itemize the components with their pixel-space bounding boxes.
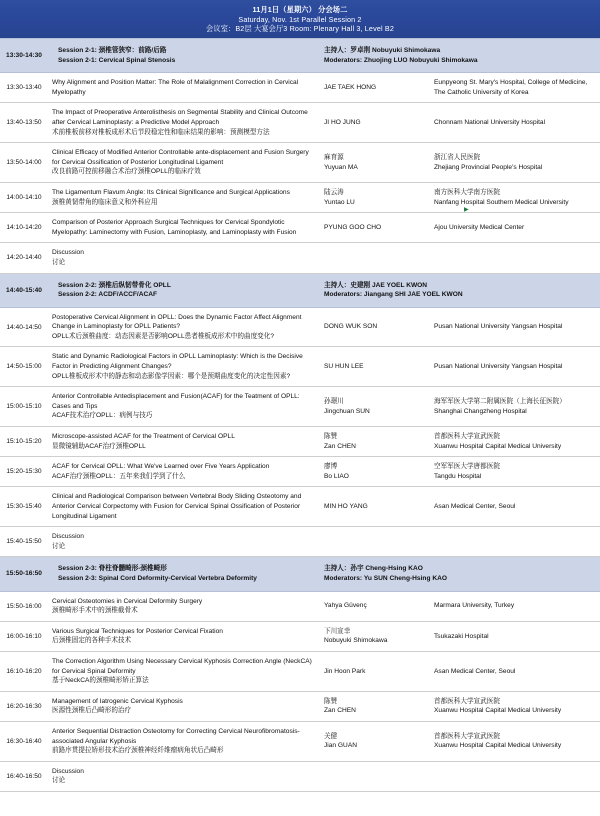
table-row [0,427,600,457]
affiliation [430,213,600,243]
speaker-name-line: MIN HO YANG [324,503,368,510]
speaker-name [320,761,430,791]
talk-title-line: 基于NeckCA的颈椎畸形矫正算法 [52,677,149,685]
row-time: 13:30-13:40 [6,84,42,92]
row-time: 15:50-16:00 [6,602,42,610]
speaker-name-line: Bo LIAO [324,472,349,480]
row-time: 16:30-16:40 [6,737,42,745]
talk-title-line: ACAF治疗颈椎OPLL：五年来我们学到了什么 [52,472,186,480]
affiliation [430,621,600,651]
session-title-line: Session 2-3: 脊柱脊髓畸形-颈椎畸形 [58,565,167,573]
talk-title-line: Why Alignment and Position Matter: The Role of Malalignment Correction in Cervical Myelopathy [52,79,299,96]
session-moderator-line: 主持人：史建刚 JAE YOEL KWON [324,281,428,289]
table-row [0,213,600,243]
speaker-name-line: Yahya Güvenç [324,602,367,610]
speaker-name-line: PYUNG GOO CHO [324,223,382,231]
table-row [0,721,600,761]
talk-title [48,213,320,243]
session-title [48,273,320,307]
speaker-name-line: JAE TAEK HONG [324,83,377,91]
talk-title [48,591,320,621]
affiliation [430,691,600,721]
session-moderator-line: 主持人：孙宇 Cheng-Hsing KAO [324,565,423,573]
row-time: 15:20-15:30 [6,468,42,476]
talk-title-line: 颈椎黄韧带角的临床意义和外科应用 [52,198,158,206]
talk-title-line: ACAF for Cervical OPLL: What We've Learned over Five Years Application [52,463,270,471]
talk-title [48,457,320,487]
row-time: 13:30-14:30 [6,52,42,60]
speaker-name [320,73,430,103]
talk-title-line: Discussion [52,767,84,775]
affiliation [430,182,600,212]
talk-title-line: OPLL术后颈椎曲度：动态因素是否影响OPLL患者椎板成形术中的曲度变化? [52,332,275,340]
speaker-name-line: JI HO JUNG [324,118,361,126]
talk-title-line: OPLL椎板成形术中的静态和动态影像学因素：哪个是预期曲度变化的决定性因素? [52,372,291,380]
affiliation-line: Chonnam National University Hospital [434,118,546,126]
talk-title [48,621,320,651]
talk-title-line: The Impact of Preoperative Anterolisthesis on Segmental Stability and Clinical Outcome after Cervical Laminoplasty: a Predictive Model Approach [52,109,308,126]
table-row [0,691,600,721]
affiliation-line: Asan Medical Center, Seoul [434,503,516,510]
table-row [0,651,600,691]
talk-title [48,651,320,691]
row-time: 14:40-14:50 [6,323,42,331]
speaker-name [320,721,430,761]
table-row [0,591,600,621]
speaker-name-line: Jingchuan SUN [324,407,370,415]
affiliation-line: Eunpyeong St. Mary's Hospital, College of Medicine, The Catholic University of Korea [434,79,588,96]
affiliation [430,73,600,103]
talk-title-line: Microscope-assisted ACAF for the Treatment of Cervical OPLL [52,433,235,441]
speaker-name-line: Jian GUAN [324,742,357,750]
talk-title [48,387,320,427]
session-moderators [320,273,600,307]
speaker-name-line: Nobuyuki Shimokawa [324,637,388,645]
table-row [0,761,600,791]
speaker-name-line: Zan CHEN [324,707,356,715]
affiliation-line: Marmara University, Turkey [434,602,515,610]
session-moderator-line: Moderators: Yu SUN Cheng-Hsing KAO [324,574,447,582]
table-row [0,73,600,103]
affiliation-line: Xuanwu Hospital Capital Medical University [434,707,562,715]
banner-date-line: 11月1日（星期六） 分会场二 [252,5,348,14]
speaker-name-line: DONG WUK SON [324,323,378,331]
talk-title-line: Static and Dynamic Radiological Factors in OPLL Laminoplasty: Which is the Decisive Factor in Predicting Alignment Changes? [52,353,303,371]
affiliation-line: Asan Medical Center, Seoul [434,667,516,675]
banner-room-line: 会议室：B2层 大宴会厅3 Room: Plenary Hall 3, Level B2 [206,24,394,34]
affiliation-line: Xuanwu Hospital Capital Medical University [434,742,562,750]
speaker-name-line: 陆云涛 [324,188,344,196]
talk-title-line: Various Surgical Techniques for Posterior Cervical Fixation [52,627,223,635]
row-time: 15:50-16:50 [6,570,42,578]
talk-title-line: 讨论 [52,777,66,785]
talk-title-line: Management of Iatrogenic Cervical Kyphosis [52,697,183,705]
talk-title [48,103,320,143]
talk-title-line: 医源性颈椎后凸畸形的治疗 [52,707,132,715]
table-row [0,527,600,557]
table-row [0,457,600,487]
affiliation-line: 浙江省人民医院 [434,153,481,161]
speaker-name [320,527,430,557]
talk-title-line: 前路序贯提拉矫形技术治疗颈椎神经纤维瘤病角状后凸畸形 [52,747,224,755]
table-row [0,487,600,527]
talk-title-line: Cervical Osteotomies in Cervical Deformity Surgery [52,597,203,605]
row-time: 15:10-15:20 [6,438,42,446]
speaker-name [320,103,430,143]
conference-banner [0,0,600,38]
affiliation [430,347,600,387]
session-title [48,557,320,591]
affiliation-line: Pusan National University Yangsan Hospital [434,363,563,371]
session-title [48,39,320,73]
talk-title [48,761,320,791]
row-time: 14:20-14:40 [6,254,42,262]
talk-title-line: 颈椎畸形手术中的颈椎截骨术 [52,607,138,615]
speaker-name [320,243,430,273]
affiliation-line: Pusan National University Yangsan Hospital [434,323,563,331]
row-time: 13:50-14:00 [6,159,42,167]
speaker-name [320,307,430,347]
affiliation [430,591,600,621]
speaker-name-line: Jin Hoon Park [324,667,366,675]
talk-title-line: 术前椎板前移对椎板成形术后节段稳定性和临床结果的影响：预测模型方法 [52,128,270,136]
affiliation-line: Shanghai Changzheng Hospital [434,407,527,415]
session-title-line: Session 2-1: Cervical Spinal Stenosis [58,56,176,64]
row-time: 14:40-15:40 [6,286,42,294]
talk-title [48,427,320,457]
affiliation-line: Ajou University Medical Center [434,223,525,231]
talk-title [48,527,320,557]
row-time: 14:50-15:00 [6,363,42,371]
session-moderators [320,39,600,73]
affiliation [430,651,600,691]
schedule-body [0,39,600,792]
speaker-name-line: 孙璟川 [324,398,344,406]
table-row [0,387,600,427]
row-time: 15:00-15:10 [6,403,42,411]
speaker-name [320,143,430,183]
affiliation-line: 首都医科大学宣武医院 [434,697,500,705]
speaker-name [320,427,430,457]
session-header-row [0,39,600,73]
affiliation [430,387,600,427]
session-moderators [320,557,600,591]
affiliation [430,761,600,791]
session-header-row [0,273,600,307]
session-header-row [0,557,600,591]
talk-title [48,143,320,183]
talk-title [48,691,320,721]
schedule-table [0,38,600,792]
speaker-name [320,487,430,527]
speaker-name [320,691,430,721]
table-row [0,347,600,387]
affiliation-line: 首都医科大学宣武医院 [434,433,500,441]
talk-title-line: Anterior Sequential Distraction Osteotomy for Correcting Cervical Neurofibromatosis-associated Angular Kyphosis [52,727,300,745]
row-time: 16:00-16:10 [6,632,42,640]
speaker-name-line: 陈赞 [324,697,338,705]
affiliation [430,457,600,487]
row-time: 16:40-16:50 [6,772,42,780]
talk-title-line: Comparison of Posterior Approach Surgical Techniques for Cervical Spondylotic Myelopathy: Laminectomy with Fusion, Laminoplasty, and Laminoplasty with Fusion [52,219,297,236]
speaker-name [320,621,430,651]
speaker-name-line: 陈赞 [324,433,338,441]
session-title-line: Session 2-3: Spinal Cord Deformity-Cervical Vertebra Deformity [58,574,257,582]
speaker-name-line: Zan CHEN [324,442,356,450]
affiliation-line: Zhejiang Provincial People's Hospital [434,163,543,171]
row-time: 15:30-15:40 [6,503,42,511]
row-time: 13:40-13:50 [6,119,42,127]
affiliation [430,143,600,183]
speaker-name-line: SU HUN LEE [324,363,364,371]
row-time: 16:20-16:30 [6,702,42,710]
banner-session-line: Saturday, Nov. 1st Parallel Session 2 [238,14,362,24]
affiliation-line: 海军军医大学第二附属医院（上海长征医院） [434,398,566,406]
talk-title-line: Clinical and Radiological Comparison between Vertebral Body Sliding Osteotomy and Anterior Cervical Corpectomy with Fusion for Cervical Spinal Ossification of Posterior Longitudinal Ligament [52,493,302,520]
row-time: 16:10-16:20 [6,667,42,675]
affiliation [430,427,600,457]
session-title-line: Session 2-2: ACDF/ACCF/ACAF [58,291,158,299]
affiliation-line: Tangdu Hospital [434,472,482,480]
talk-title-line: Postoperative Cervical Alignment in OPLL: Does the Dynamic Factor Affect Alignment Change in Laminoplasty for OPLL Patients? [52,313,302,331]
talk-title [48,73,320,103]
table-row [0,182,600,212]
speaker-name-line: 下川宣幸 [324,627,351,635]
talk-title-line: Clinical Efficacy of Modified Anterior Controllable ante-displacement and Fusion Surgery for Cervical Ossification of Posterior Longitudinal Ligament [52,149,309,166]
affiliation [430,307,600,347]
talk-title-line: Discussion [52,249,84,257]
affiliation [430,243,600,273]
row-time: 14:10-14:20 [6,224,42,232]
speaker-name [320,651,430,691]
session-title-line: Session 2-1: 颈椎管狭窄：前路/后路 [58,47,167,54]
talk-title [48,182,320,212]
session-moderator-line: Moderators: Jiangang SHI JAE YOEL KWON [324,291,463,299]
speaker-name [320,182,430,212]
speaker-name [320,457,430,487]
talk-title-line: 讨论 [52,542,66,550]
speaker-name [320,591,430,621]
table-row [0,143,600,183]
speaker-name-line: 廖博 [324,463,338,471]
affiliation [430,103,600,143]
speaker-name-line: Yuyuan MA [324,163,358,171]
affiliation-line: 首都医科大学宣武医院 [434,732,500,740]
talk-title-line: 改良前路可控前移融合术治疗颈椎OPLL的临床疗效 [52,168,201,176]
talk-title-line: The Ligamentum Flavum Angle: Its Clinical Significance and Surgical Applications [52,188,290,196]
speaker-name [320,213,430,243]
affiliation [430,527,600,557]
speaker-name [320,387,430,427]
row-time: 15:40-15:50 [6,538,42,546]
session-moderator-line: 主持人：罗卓荆 Nobuyuki Shimokawa [324,47,441,54]
table-row [0,621,600,651]
table-row [0,307,600,347]
talk-title-line: Discussion [52,533,84,541]
talk-title [48,307,320,347]
session-moderator-line: Moderators: Zhuojing LUO Nobuyuki Shimokawa [324,56,478,64]
speaker-name [320,347,430,387]
green-marker-icon: ▶ [464,207,469,213]
talk-title [48,243,320,273]
affiliation-line: Xuanwu Hospital Capital Medical University [434,442,562,450]
affiliation-line: Nanfang Hospital Southern Medical University [434,198,569,206]
row-time: 14:00-14:10 [6,194,42,202]
affiliation-line: Tsukazaki Hospital [434,632,489,640]
session-title-line: Session 2-2: 颈椎后纵韧带骨化 OPLL [58,281,171,289]
table-row [0,103,600,143]
talk-title [48,347,320,387]
table-row [0,243,600,273]
talk-title [48,487,320,527]
talk-title [48,721,320,761]
speaker-name-line: 关健 [324,732,338,740]
talk-title-line: ACAF技术治疗OPLL：病例与技巧 [52,412,153,420]
affiliation [430,721,600,761]
speaker-name-line: Yuntao LU [324,198,355,206]
talk-title-line: 后颈椎固定的各种手术技术 [52,637,132,645]
talk-title-line: The Correction Algorithm Using Necessary Cervical Kyphosis Correction Angle (NeckCA) for Cervical Spinal Deformity [52,657,312,675]
talk-title-line: Anterior Controllable Antedisplacement and Fusion(ACAF) for the Teatment of OPLL: Cases and Tips [52,393,300,410]
affiliation [430,487,600,527]
talk-title-line: 讨论 [52,258,66,266]
talk-title-line: 显微镜辅助ACAF治疗颈椎OPLL [52,442,146,450]
affiliation-line: 南方医科大学南方医院 [434,188,500,196]
speaker-name-line: 麻育源 [324,153,344,161]
affiliation-line: 空军军医大学唐都医院 [434,463,500,471]
